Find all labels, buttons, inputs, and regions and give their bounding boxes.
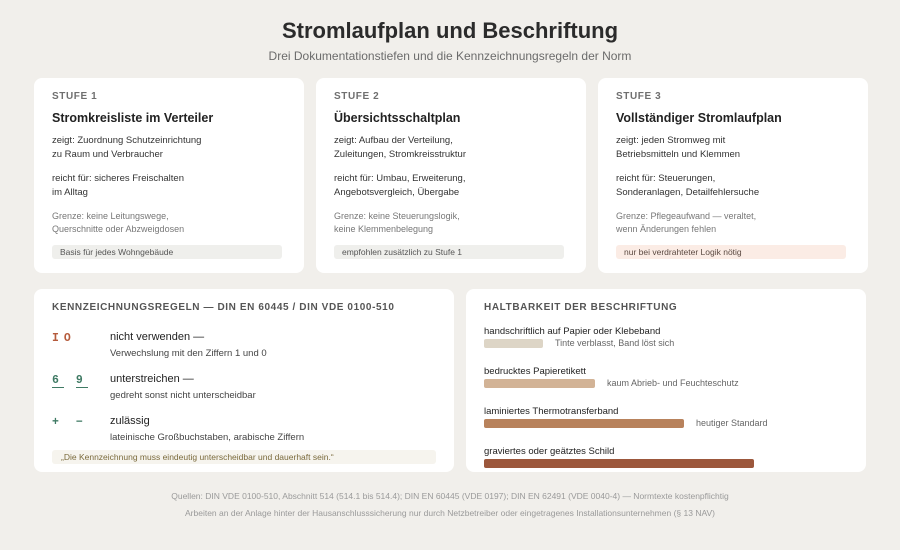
rule-sub: Verwechslung mit den Ziffern 1 und 0 (110, 348, 267, 359)
durability-note: Tinte verblasst, Band löst sich (555, 338, 675, 348)
durability-bar (484, 379, 595, 388)
section-heading: HALTBARKEIT DER BESCHRIFTUNG (484, 302, 678, 313)
durability-row (484, 446, 848, 482)
stage-card-3 (598, 78, 868, 273)
durability-label: bedrucktes Papieretikett (484, 366, 586, 377)
stage-badge: empfohlen zusätzlich zu Stufe 1 (334, 245, 564, 259)
durability-row (484, 366, 848, 402)
stage-kicker: STUFE 2 (334, 91, 380, 102)
stage-name: Übersichtsschaltplan (334, 111, 461, 125)
stage-kicker: STUFE 1 (52, 91, 98, 102)
legal-footnote: Arbeiten an der Anlage hinter der Hausanschlusssicherung nur durch Netzbetreiber oder eingetragenes Installationsunternehmen (§ 13 NAV) (185, 508, 715, 518)
stage-name: Vollständiger Stromlaufplan (616, 111, 782, 125)
page-subtitle: Drei Dokumentationstiefen und die Kennzeichnungsregeln der Norm (268, 49, 632, 63)
labeling-rules-panel (34, 289, 454, 472)
norm-quote: „Die Kennzeichnung muss eindeutig unterscheidbar und dauerhaft sein.“ (52, 450, 436, 464)
stage-card-2 (316, 78, 586, 273)
stage-badge: Basis für jedes Wohngebäude (52, 245, 282, 259)
rule-main: unterstreichen — (110, 373, 194, 385)
stage-shows: zeigt: Aufbau der Verteilung, Zuleitungen, Stromkreisstruktur (334, 135, 466, 160)
rule-row-allowed (52, 415, 436, 449)
stage-limit: Grenze: Pflegeaufwand — veraltet, wenn Änderungen fehlen (616, 211, 757, 234)
durability-panel (466, 289, 866, 472)
durability-bar (484, 419, 684, 428)
rule-glyphs: IO (52, 332, 76, 345)
durability-label: handschriftlich auf Papier oder Klebeband (484, 326, 661, 337)
stage-shows: zeigt: Zuordnung Schutzeinrichtung zu Raum und Verbraucher (52, 135, 202, 160)
rule-glyphs: + − (52, 416, 88, 429)
stage-kicker: STUFE 3 (616, 91, 662, 102)
durability-note: heutiger Standard (696, 418, 768, 428)
section-heading: KENNZEICHNUNGSREGELN — DIN EN 60445 / DIN VDE 0100-510 (52, 302, 395, 313)
rule-row-avoid (52, 331, 436, 365)
stage-limit: Grenze: keine Steuerungslogik, keine Klemmenbelegung (334, 211, 460, 234)
rule-glyphs: 6 9 (52, 374, 88, 387)
stage-shows: zeigt: jeden Stromweg mit Betriebsmitteln und Klemmen (616, 135, 741, 160)
durability-bar (484, 459, 754, 468)
durability-label: laminiertes Thermotransferband (484, 406, 619, 417)
stage-sufficient-for: reicht für: Umbau, Erweiterung, Angebotsvergleich, Übergabe (334, 173, 466, 198)
stage-badge: nur bei verdrahteter Logik nötig (616, 245, 846, 259)
rule-sub: lateinische Großbuchstaben, arabische Ziffern (110, 432, 305, 443)
durability-note: kaum Abrieb- und Feuchteschutz (607, 378, 739, 388)
rule-main: nicht verwenden — (110, 331, 205, 343)
rule-row-underline (52, 373, 436, 407)
durability-row (484, 406, 848, 442)
stage-card-1 (34, 78, 304, 273)
rule-main: zulässig (110, 415, 150, 427)
durability-bar (484, 339, 543, 348)
stage-sufficient-for: reicht für: sicheres Freischalten im Alltag (52, 173, 184, 198)
durability-label: graviertes oder geätztes Schild (484, 446, 615, 457)
rule-sub: gedreht sonst nicht unterscheidbar (110, 390, 256, 401)
page-title: Stromlaufplan und Beschriftung (281, 18, 619, 43)
stage-name: Stromkreisliste im Verteiler (52, 111, 214, 125)
durability-row (484, 326, 848, 362)
stage-limit: Grenze: keine Leitungswege, Querschnitte oder Abzweigdosen (52, 211, 185, 234)
sources-footnote: Quellen: DIN VDE 0100-510, Abschnitt 514 (514.1 bis 514.4); DIN EN 60445 (VDE 0197); DIN EN 62491 (VDE 0040-4) — Normtexte kostenpflichtig (171, 491, 729, 501)
stage-sufficient-for: reicht für: Steuerungen, Sonderanlagen, Detailfehlersuche (616, 173, 760, 198)
